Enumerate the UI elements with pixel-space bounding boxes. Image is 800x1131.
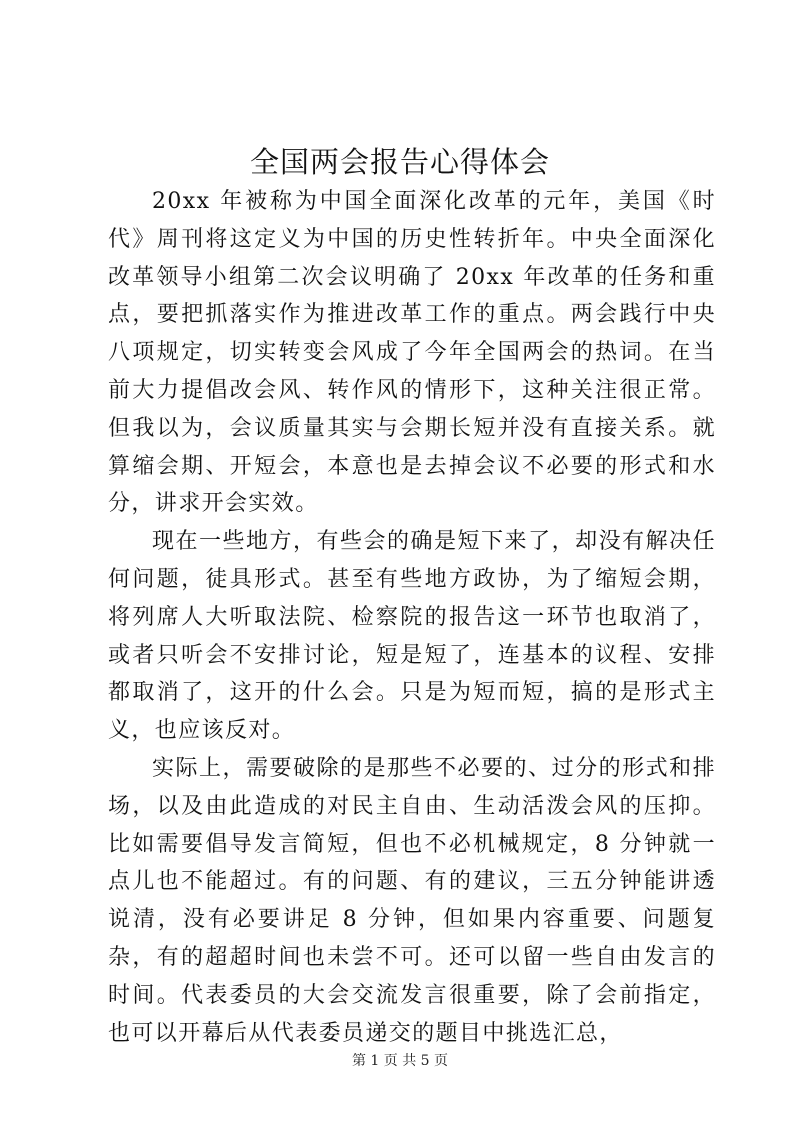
- document-title: 全国两会报告心得体会: [249, 145, 550, 179]
- paragraph-2: 现在一些地方，有些会的确是短下来了，却没有解决任何问题，徒具形式。甚至有些地方政协，为了缩短会期，将列席人大听取法院、检察院的报告这一环节也取消了，或者只听会不安排讨论，短是短了，连基本的议程、安排都取消了，这开的什么会。只是为短而短，搞的是形式主义，也应该反对。: [108, 529, 716, 744]
- paragraph-1: 20xx 年被称为中国全面深化改革的元年，美国《时代》周刊将这定义为中国的历史性转折年。中央全面深化改革领导小组第二次会议明确了 20xx 年改革的任务和重点，要把抓落实作为推进改革工作的重点。两会践行中央八项规定，切实转变会风成了今年全国两会的热词。在当前大力提倡改会风、转作风的情形下，这种关注很正常。但我以为，会议质量其实与会期长短并没有直接关系。就算缩会期、开短会，本意也是去掉会议不必要的形式和水分，讲求开会实效。: [108, 189, 716, 517]
- document-body: [108, 183, 716, 1052]
- paragraph-3: 实际上，需要破除的是那些不必要的、过分的形式和排场，以及由此造成的对民主自由、生动活泼会风的压抑。比如需要倡导发言简短，但也不必机械规定，8 分钟就一点儿也不能超过。有的问题、有的建议，三五分钟能讲透说清，没有必要讲足 8 分钟，但如果内容重要、问题复杂，有的超超时间也未尝不可。还可以留一些自由发言的时间。代表委员的大会交流发言很重要，除了会前指定，也可以开幕后从代表委员递交的题目中挑选汇总，: [108, 755, 716, 1046]
- page-number-footer: 第 1 页 共 5 页: [351, 1053, 449, 1069]
